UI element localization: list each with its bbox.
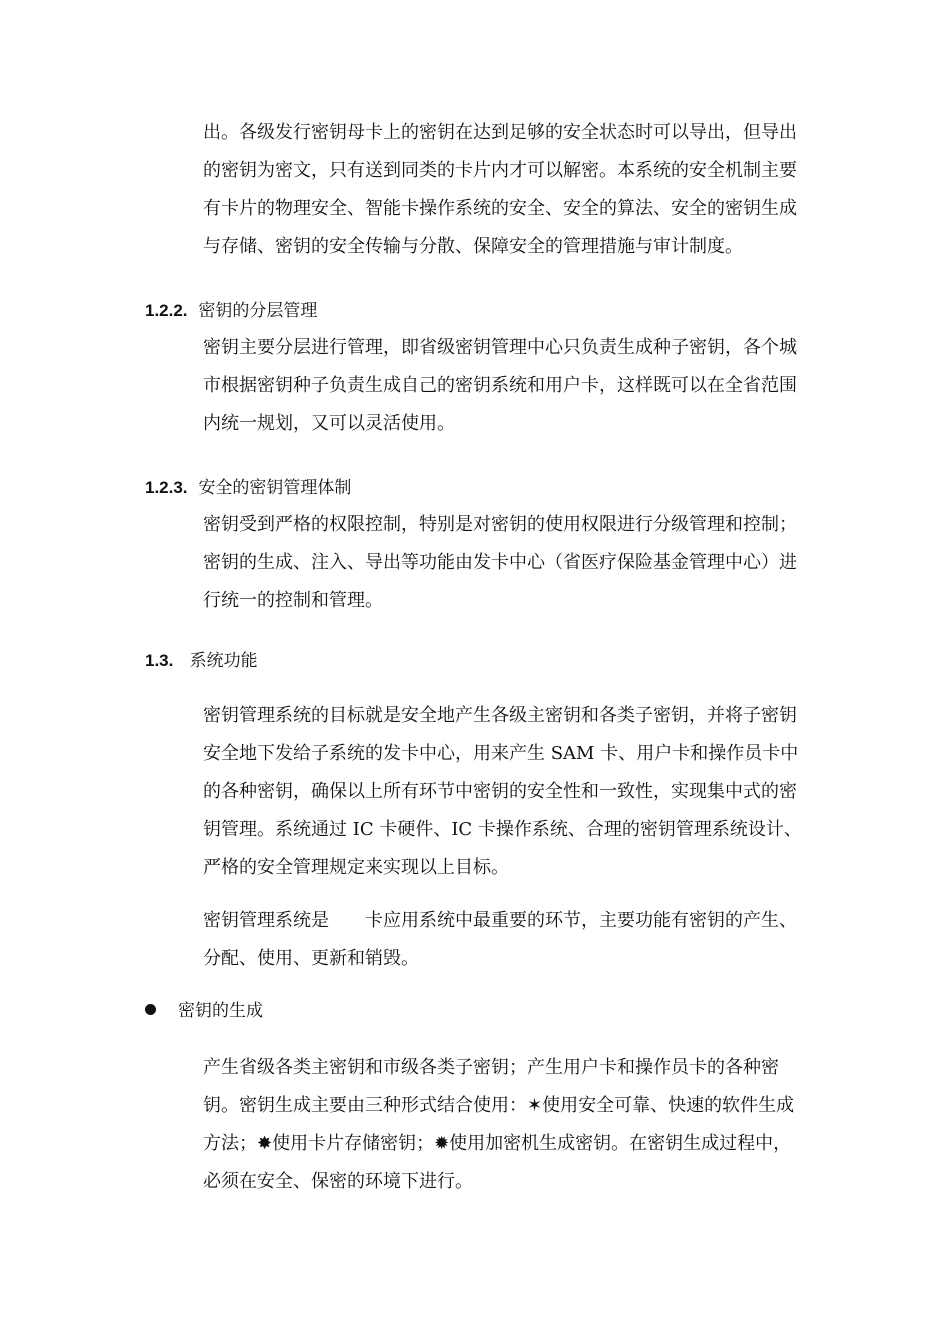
section-number: 1.2.3. <box>145 478 188 497</box>
text-line: 必须在安全、保密的环境下进行。 <box>203 1171 473 1192</box>
text-line: 严格的安全管理规定来实现以上目标。 <box>203 857 509 878</box>
section-heading-1-2-2 <box>145 299 317 323</box>
text-line: 密钥受到严格的权限控制，特别是对密钥的使用权限进行分级管理和控制； <box>203 514 797 535</box>
bullet-paragraph <box>203 1049 843 1201</box>
bullet-title: 密钥的生成 <box>178 1001 263 1021</box>
section-1-2-3-paragraph <box>203 506 843 620</box>
text-line: 出。各级发行密钥母卡上的密钥在达到足够的安全状态时可以导出，但导出 <box>203 122 797 143</box>
bullet-icon <box>145 1004 156 1015</box>
intro-paragraph <box>203 114 843 266</box>
text-line: 分配、使用、更新和销毁。 <box>203 948 419 969</box>
section-number: 1.2.2. <box>145 301 188 320</box>
text-line: 内统一规划，又可以灵活使用。 <box>203 413 455 434</box>
text-line: 与存储、密钥的安全传输与分散、保障安全的管理措施与审计制度。 <box>203 236 743 257</box>
text-line: 密钥管理系统是 卡应用系统中最重要的环节，主要功能有密钥的产生、 <box>203 910 797 931</box>
section-number: 1.3. <box>145 651 174 670</box>
text-line: 密钥管理系统的目标就是安全地产生各级主密钥和各类子密钥，并将子密钥 <box>203 705 797 726</box>
section-title: 安全的密钥管理体制 <box>198 478 352 498</box>
section-heading-1-3 <box>145 649 258 673</box>
text-line: 钥管理。系统通过 IC 卡硬件、IC 卡操作系统、合理的密钥管理系统设计、 <box>203 819 802 840</box>
section-title: 系统功能 <box>189 651 258 671</box>
text-line: 钥。密钥生成主要由三种形式结合使用：✶使用安全可靠、快速的软件生成 <box>203 1095 795 1116</box>
text-line: 市根据密钥种子负责生成自己的密钥系统和用户卡，这样既可以在全省范围 <box>203 375 797 396</box>
text-line: 行统一的控制和管理。 <box>203 590 383 611</box>
text-line: 方法；✸使用卡片存储密钥；✹使用加密机生成密钥。在密钥生成过程中， <box>203 1133 792 1154</box>
text-line: 密钥主要分层进行管理，即省级密钥管理中心只负责生成种子密钥，各个城 <box>203 337 797 358</box>
section-heading-1-2-3 <box>145 476 351 500</box>
text-line: 安全地下发给子系统的发卡中心，用来产生 SAM 卡、用户卡和操作员卡中 <box>203 743 799 764</box>
text-line: 有卡片的物理安全、智能卡操作系统的安全、安全的算法、安全的密钥生成 <box>203 198 797 219</box>
bullet-item-key-generation <box>145 999 263 1023</box>
section-title: 密钥的分层管理 <box>198 301 318 321</box>
text-line: 的各种密钥，确保以上所有环节中密钥的安全性和一致性，实现集中式的密 <box>203 781 797 802</box>
section-1-3-paragraph-1 <box>203 697 843 887</box>
text-line: 产生省级各类主密钥和市级各类子密钥；产生用户卡和操作员卡的各种密 <box>203 1057 779 1078</box>
text-line: 的密钥为密文，只有送到同类的卡片内才可以解密。本系统的安全机制主要 <box>203 160 797 181</box>
section-1-3-paragraph-2 <box>203 902 843 978</box>
section-1-2-2-paragraph <box>203 329 843 443</box>
text-line: 密钥的生成、注入、导出等功能由发卡中心（省医疗保险基金管理中心）进 <box>203 552 797 573</box>
